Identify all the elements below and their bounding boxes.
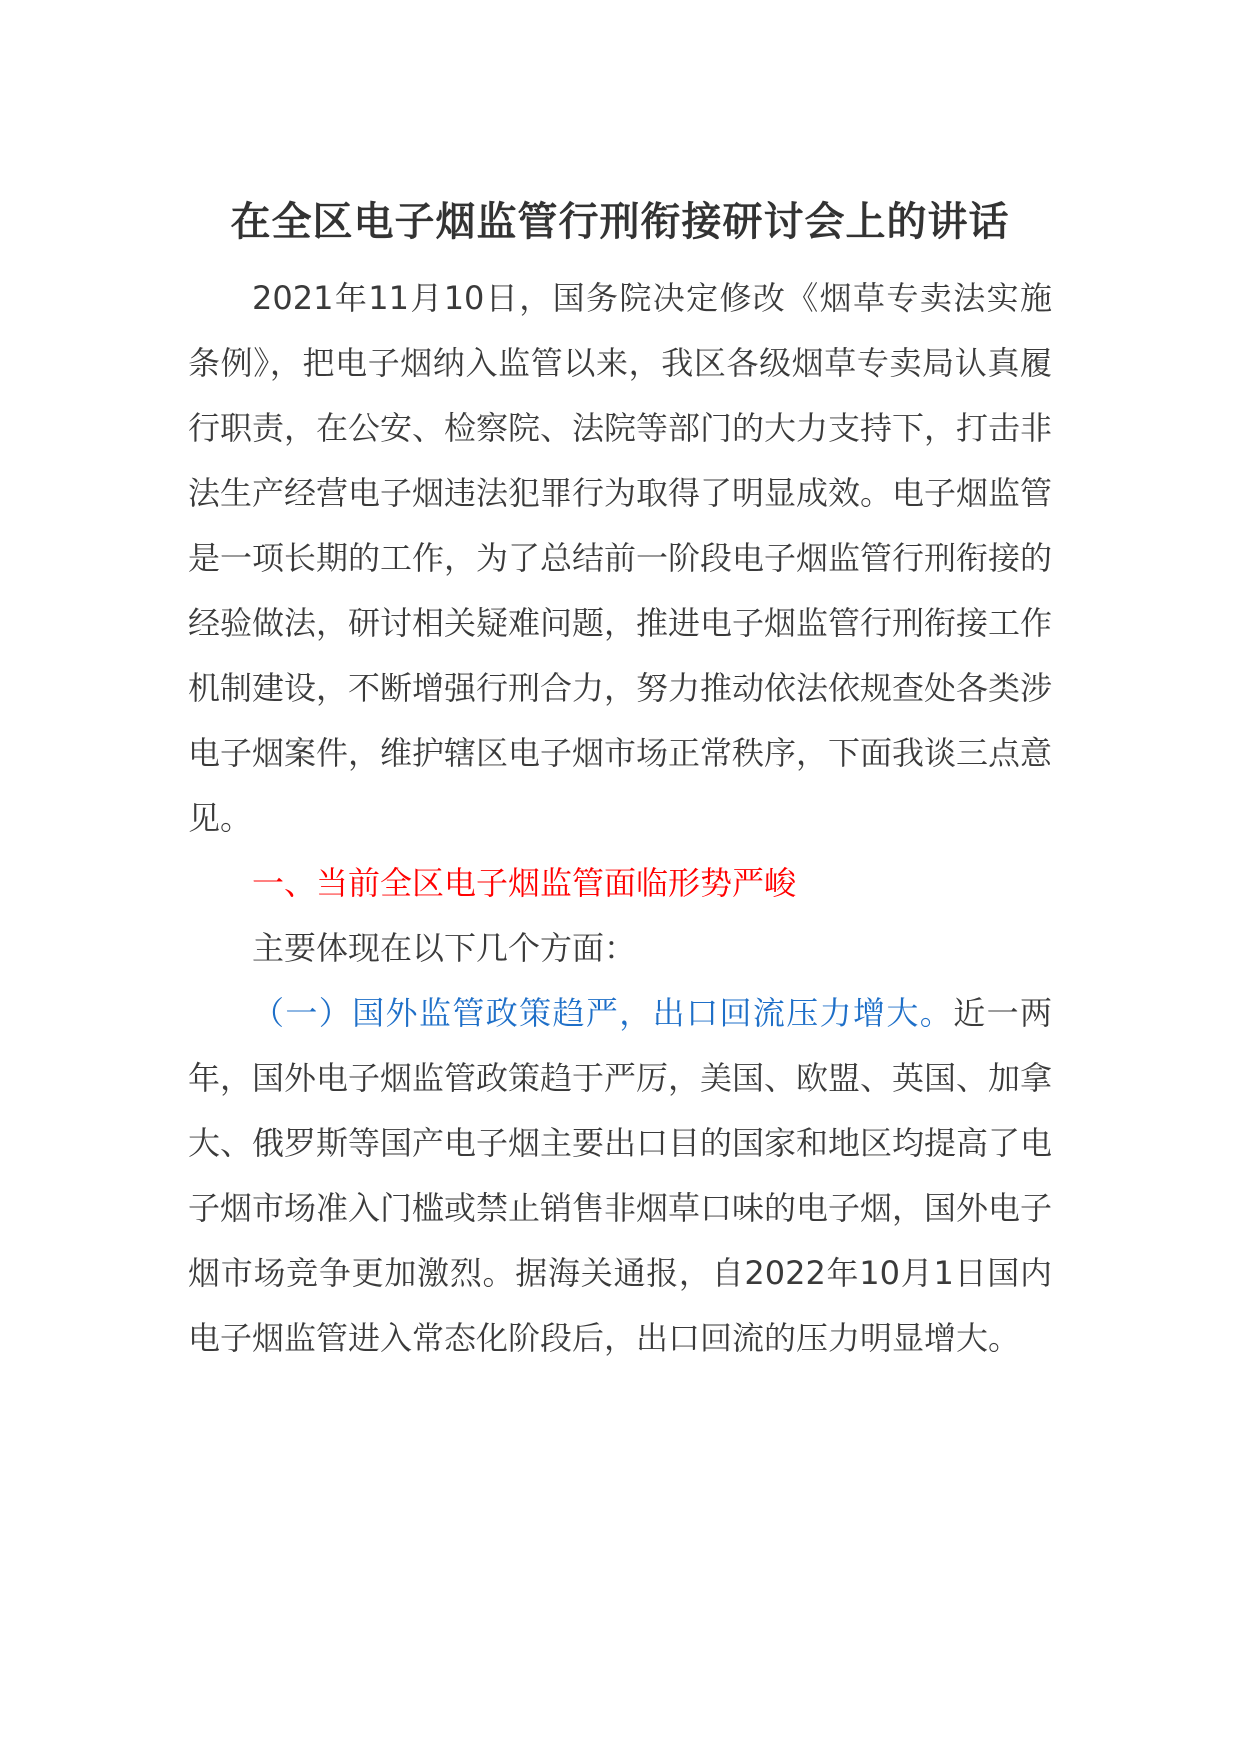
document-page bbox=[188, 190, 1052, 1371]
subsection-1-heading: （一）国外监管政策趋严，出口回流压力增大。 bbox=[252, 994, 954, 1032]
section-1-lead: 主要体现在以下几个方面： bbox=[252, 929, 637, 967]
section-1-heading: 一、当前全区电子烟监管面临形势严峻 bbox=[252, 864, 797, 902]
document-title: 在全区电子烟监管行刑衔接研讨会上的讲话 bbox=[230, 199, 1010, 245]
subsection-1-body: 近一两年，国外电子烟监管政策趋于严厉，美国、欧盟、英国、加拿大、俄罗斯等国产电子烟主要出口目的国家和地区均提高了电子烟市场准入门槛或禁止销售非烟草口味的电子烟，国外电子烟市场竞争更加激烈。据海关通报，自2022年10月1日国内电子烟监管进入常态化阶段后，出口回流的压力明显增大。 bbox=[188, 994, 1053, 1357]
intro-paragraph: 2021年11月10日，国务院决定修改《烟草专卖法实施条例》，把电子烟纳入监管以来，我区各级烟草专卖局认真履行职责，在公安、检察院、法院等部门的大力支持下，打击非法生产经营电子烟违法犯罪行为取得了明显成效。电子烟监管是一项长期的工作，为了总结前一阶段电子烟监管行刑衔接的经验做法，研讨相关疑难问题，推进电子烟监管行刑衔接工作机制建设，不断增强行刑合力，努力推动依法依规查处各类涉电子烟案件，维护辖区电子烟市场正常秩序，下面我谈三点意见。 bbox=[188, 279, 1053, 837]
subsection-1-paragraph bbox=[188, 981, 1052, 1371]
